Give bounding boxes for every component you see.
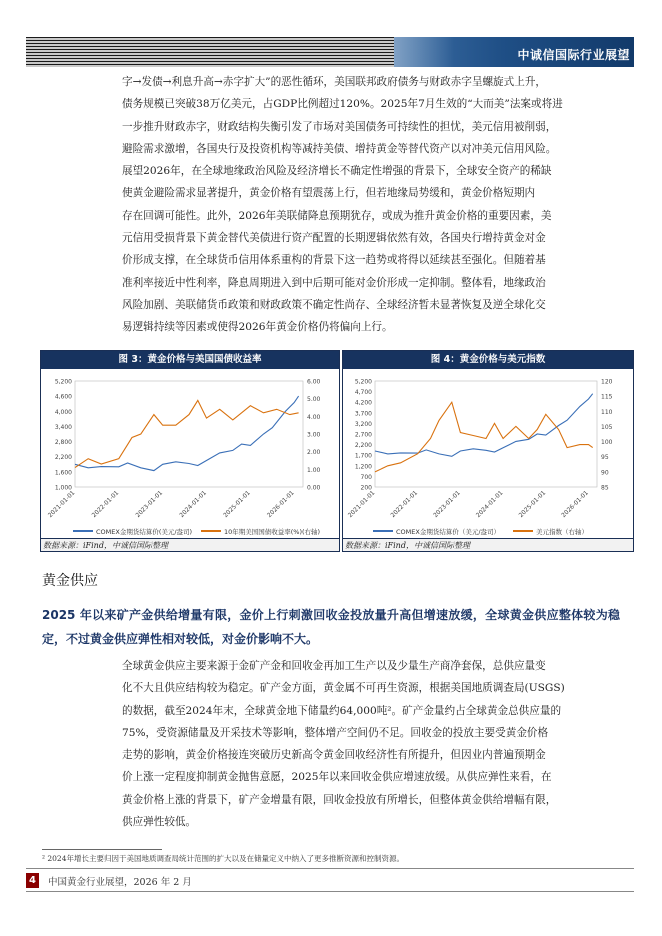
legend-yield-label: 10年期美国国债收益率(%)(右轴) xyxy=(224,528,321,536)
y2-tick-label: 4.00 xyxy=(307,413,321,421)
y-tick-label: 4,200 xyxy=(354,399,372,407)
y2-tick-label: 2.00 xyxy=(307,449,321,457)
paragraph-line: 全球黄金供应主要来源于金矿产金和回收金再加工生产以及少量生产商净套保，总供应量变 xyxy=(122,660,546,672)
paragraph-line: 准利率接近中性利率，降息周期进入到中后期可能对金价形成一定抑制。整体看，地缘政治 xyxy=(122,276,546,289)
footnote: ² 2024年增长主要归因于美国地质调查局统计范围的扩大以及在储量定义中纳入了更多推断资源和控制资源。 xyxy=(42,854,404,863)
y-tick-label: 1,700 xyxy=(354,452,372,460)
y2-tick-label: 120 xyxy=(601,378,613,386)
series-line-secondary xyxy=(375,402,593,472)
legend-gold-label: COMEX金期货结算价(美元/盎司) xyxy=(96,528,193,536)
figure-3-chart xyxy=(41,369,339,537)
page-header xyxy=(26,37,634,67)
footer-divider xyxy=(26,868,634,869)
y-tick-label: 2,700 xyxy=(354,431,372,439)
x-tick-label: 2023-01-01 xyxy=(432,489,462,520)
paragraph-line: 的数据，截至2024年末，全球黄金地下储量约64,000吨²。矿产金量约占全球黄金总供应量的 xyxy=(122,704,562,717)
paragraph-line: 债务规模已突破38万亿美元，占GDP比例超过120%。2025年7月生效的“大而美”法案或将进 xyxy=(122,98,563,111)
x-tick-label: 2024-01-01 xyxy=(178,489,208,520)
y-tick-label: 1,000 xyxy=(54,484,72,492)
x-tick-label: 2025-01-01 xyxy=(222,489,252,520)
section-title: 黄金供应 xyxy=(42,573,98,589)
y-tick-label: 4,000 xyxy=(54,408,72,416)
paragraph-line: 使黄金避险需求显著提升，黄金价格有望震荡上行，但若地缘局势缓和，黄金价格短期内 xyxy=(122,187,536,200)
figure-4-chart xyxy=(343,369,633,537)
paragraph-line: 黄金价格上涨的背景下，矿产金增量有限，回收金投放有所增长，但整体黄金供给增幅有限， xyxy=(122,793,557,806)
paragraph-line: 易逻辑持续等因素或使得2026年黄金价格仍将偏向上行。 xyxy=(122,321,393,334)
y-tick-label: 1,600 xyxy=(54,469,72,477)
paragraph-line: 75%，受资源储量及开采技术等影响，整体增产空间仍不足。回收金的投放主要受黄金价格 xyxy=(122,726,549,739)
header-banner xyxy=(394,37,634,67)
y2-tick-label: 1.00 xyxy=(307,466,321,474)
y2-tick-label: 6.00 xyxy=(307,378,321,386)
x-tick-label: 2022-01-01 xyxy=(389,489,420,520)
paragraph-2 xyxy=(122,655,620,833)
footnote-divider xyxy=(42,849,162,850)
y-tick-label: 3,200 xyxy=(354,420,372,428)
x-tick-label: 2022-01-01 xyxy=(90,489,121,520)
y-tick-label: 3,700 xyxy=(354,410,372,418)
y-tick-label: 700 xyxy=(360,473,372,481)
header-title: 中诚信国际行业展望 xyxy=(517,48,630,62)
header-stripes xyxy=(26,37,406,67)
paragraph-line: 元信用受损背景下黄金替代美债进行资产配置的长期逻辑依然有效，各国央行增持黄金对金 xyxy=(122,232,546,245)
footer-text: 中国黄金行业展望，2026 年 2 月 xyxy=(48,877,192,888)
legend-dxy-label: 美元指数（右轴） xyxy=(536,528,588,536)
y-tick-label: 200 xyxy=(360,484,372,492)
figure-4-title: 图 4：黄金价格与美元指数 xyxy=(343,351,633,369)
paragraph-line: 风险加剧、美联储货币政策和财政政策不确定性尚存、全球经济暂未显著恢复及逆全球化交 xyxy=(122,298,546,311)
figure-3-title: 图 3：黄金价格与美国国债收益率 xyxy=(41,351,339,369)
series-line-gold xyxy=(75,396,299,471)
y2-tick-label: 85 xyxy=(601,484,609,492)
paragraph-line: 存在回调可能性。此外，2026年美联储降息预期犹存，或成为推升黄金价格的重要因素，美 xyxy=(122,209,552,222)
paragraph-line: 价上涨一定程度抑制黄金抛售意愿，2025年以来回收金供应增速放缓。从供应弹性来看，在 xyxy=(122,771,552,784)
paragraph-line: 化不大且供应结构较为稳定。矿产金方面，黄金属不可再生资源，根据美国地质调查局(USGS) xyxy=(122,682,565,695)
paragraph-line: 字→发债→利息升高→赤字扩大”的恶性循环，美国联邦政府债务与财政赤字呈螺旋式上升， xyxy=(122,76,547,88)
y2-tick-label: 100 xyxy=(601,439,613,447)
y-tick-label: 4,600 xyxy=(54,393,72,401)
y-tick-label: 4,700 xyxy=(354,389,372,397)
x-tick-label: 2025-01-01 xyxy=(517,489,548,520)
y2-tick-label: 115 xyxy=(601,393,613,401)
x-tick-label: 2021-01-01 xyxy=(346,489,377,520)
plot-frame xyxy=(375,381,597,487)
figure-3-source: 数据来源：iFind，中诚信国际整理 xyxy=(41,538,339,551)
y-tick-label: 1,200 xyxy=(354,463,372,471)
x-tick-label: 2023-01-01 xyxy=(134,489,165,520)
y2-tick-label: 5.00 xyxy=(307,396,321,404)
section-lead: 2025 年以来矿产金供给增量有限，金价上行刺激回收金投放量升高但增速放缓，全球黄金供应整体较为稳定，不过黄金供应弹性相对较低，对金价影响不大。 xyxy=(42,608,620,646)
page-number: 4 xyxy=(26,873,39,888)
y-tick-label: 2,800 xyxy=(54,439,72,447)
y2-tick-label: 95 xyxy=(601,454,609,462)
paragraph-line: 供应弹性较低。 xyxy=(122,816,197,829)
plot-frame xyxy=(75,381,303,487)
y-tick-label: 5,200 xyxy=(354,378,372,386)
x-tick-label: 2021-01-01 xyxy=(46,489,77,520)
x-tick-label: 2024-01-01 xyxy=(474,489,505,520)
y2-tick-label: 105 xyxy=(601,423,613,431)
figure-3 xyxy=(40,350,340,552)
y2-tick-label: 90 xyxy=(601,469,609,477)
footer-divider-bottom xyxy=(26,891,634,892)
series-line-gold xyxy=(375,394,593,457)
figure-4-source: 数据来源：iFind，中诚信国际整理 xyxy=(343,538,633,551)
y-tick-label: 3,400 xyxy=(54,423,72,431)
paragraph-line: 避险需求激增，各国央行及投资机构等减持美债、增持黄金等替代资产以对冲美元信用风险。 xyxy=(122,142,557,155)
y2-tick-label: 110 xyxy=(601,408,613,416)
legend-gold-label: COMEX金期货结算价（美元/盎司） xyxy=(396,528,501,536)
figure-4 xyxy=(342,350,634,552)
paragraph-1 xyxy=(122,71,620,339)
y-tick-label: 2,200 xyxy=(54,454,72,462)
y-tick-label: 5,200 xyxy=(54,378,72,386)
paragraph-line: 走势的影响，黄金价格接连突破历史新高令黄金回收经济性有所提升，但因业内普遍预期金 xyxy=(122,749,546,762)
x-tick-label: 2026-01-01 xyxy=(560,489,590,520)
y2-tick-label: 3.00 xyxy=(307,431,321,439)
y2-tick-label: 0.00 xyxy=(307,484,321,492)
paragraph-line: 价形成支撑，在全球货币信用体系重构的背景下这一趋势或将得以延续甚至强化。但随着基 xyxy=(122,254,546,267)
paragraph-line: 展望2026年，在全球地缘政治风险及经济增长不确定性增强的背景下，全球安全资产的稀缺 xyxy=(122,165,552,178)
x-tick-label: 2026-01-01 xyxy=(266,489,296,520)
series-line-secondary xyxy=(75,400,299,467)
y-tick-label: 2,200 xyxy=(354,442,372,450)
paragraph-line: 一步推升财政赤字，财政结构失衡引发了市场对美国债务可持续性的担忧，美元信用被削弱， xyxy=(122,120,557,133)
